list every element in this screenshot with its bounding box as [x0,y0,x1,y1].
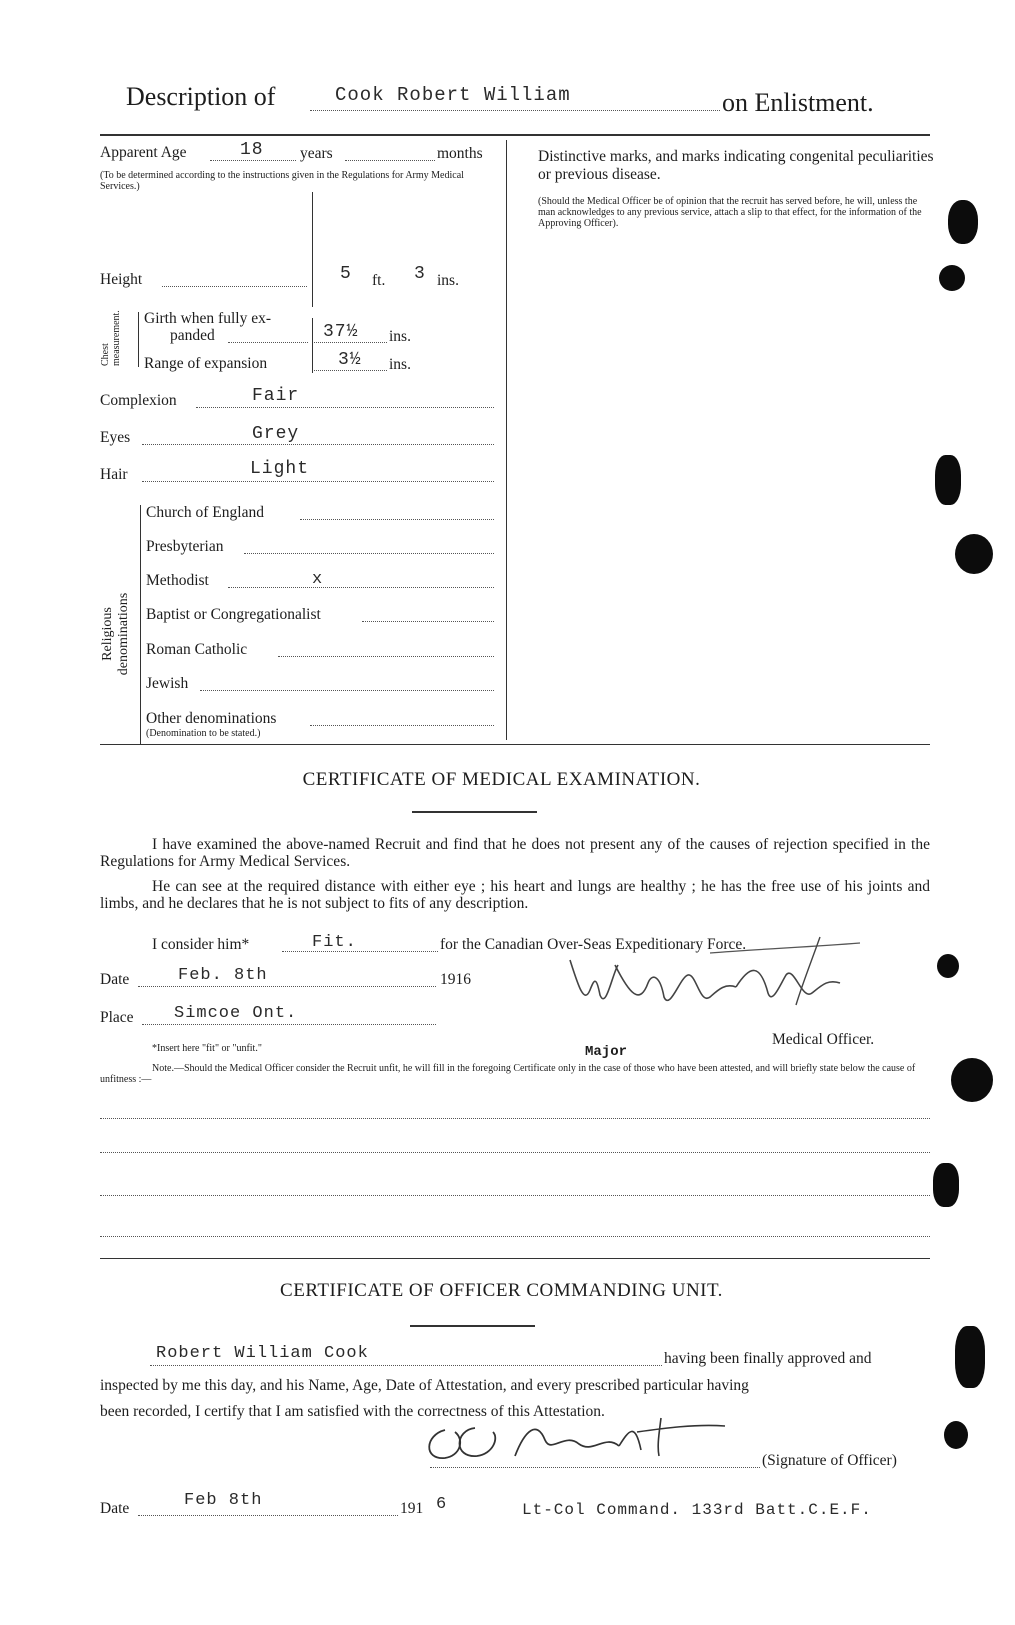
hair-line [142,481,494,482]
medical-date-label: Date [100,971,130,988]
girth-value-line [312,342,387,343]
eyes-value: Grey [252,424,300,444]
section-bottom-rule [100,744,930,745]
signature-label: (Signature of Officer) [762,1452,897,1469]
girth-ins-label: ins. [389,328,411,345]
place-value: Simcoe Ont. [174,1004,298,1023]
religion-brace [140,505,141,745]
signature-line [430,1467,760,1468]
medical-officer-label: Medical Officer. [772,1031,875,1048]
religion-item-line [228,587,494,588]
years-label: years [300,145,333,162]
binder-hole [951,1058,993,1102]
girth-line [228,342,308,343]
header-name-line [310,110,720,111]
header-rule [100,134,930,136]
medical-para2: He can see at the required distance with either eye ; his heart and lungs are healthy ; he has the free use of his joints and limbs, and he declares that he is not subject to fits of any description. [100,878,930,912]
unfitness-line [100,1152,930,1153]
binder-hole [944,1421,968,1449]
unfitness-line [100,1118,930,1119]
commanding-unit: Lt-Col Command. 133rd Batt.C.E.F. [522,1501,872,1519]
binder-hole [955,1326,985,1388]
religion-item-line [278,656,494,657]
unfitness-line [100,1195,930,1196]
complexion-line [196,407,494,408]
medical-date-value: Feb. 8th [178,966,268,985]
range-value: 3½ [338,350,362,370]
column-divider [506,140,507,740]
hair-value: Light [250,459,310,479]
medical-para1: I have examined the above-named Recruit and find that he does not present any of the causes of rejection specified in the Regulations for Army Medical Services. [100,836,930,870]
binder-hole [939,265,965,291]
commanding-date-value: Feb 8th [184,1491,263,1510]
range-label: Range of expansion [144,355,268,372]
commanding-line3: been recorded, I certify that I am satisfied with the correctness of this Attestation. [100,1403,605,1420]
place-line [142,1024,436,1025]
religion-item-label: Presbyterian [146,538,224,555]
medical-officer-signature [560,935,880,1020]
medical-title-rule [412,811,537,813]
girth-label-2: panded [170,327,215,344]
religion-item-label: Other denominations [146,710,277,727]
commanding-officer-signature [415,1410,755,1470]
left-column-divider [312,192,313,307]
binder-hole [935,455,961,505]
complexion-label: Complexion [100,392,177,409]
header-prefix: Description of [126,82,276,111]
height-feet: 5 [340,264,352,284]
consider-suffix: for the Canadian Over-Seas Expeditionary Force. [440,936,747,953]
range-ins-label: ins. [389,356,411,373]
unfitness-line [100,1236,930,1237]
religion-item-line [244,553,494,554]
insert-note: *Insert here "fit" or "unfit." [152,1043,262,1054]
height-inches: 3 [414,264,426,284]
age-note: (To be determined according to the instructions given in the Regulations for Army Medical Services.) [100,170,464,192]
medical-bottom-rule [100,1258,930,1259]
commanding-date-label: Date [100,1500,130,1517]
commanding-date-line [138,1515,398,1516]
binder-hole [933,1163,959,1207]
chest-side-label: Chest measurement. [100,310,122,366]
height-line [162,286,307,287]
height-ins-label: ins. [437,272,459,289]
religion-item-line [200,690,494,691]
commanding-line1-suffix: having been finally approved and [664,1350,872,1367]
commanding-line2: inspected by me this day, and his Name, Age, Date of Attestation, and every prescribed particular having [100,1377,749,1394]
chest-brace [138,312,139,367]
binder-hole [937,954,959,978]
age-label: Apparent Age [100,144,187,161]
hair-label: Hair [100,466,128,483]
religion-item-line [300,519,494,520]
header-suffix: on Enlistment. [722,88,874,117]
height-ft-label: ft. [372,272,386,289]
religion-item-label: Roman Catholic [146,641,248,658]
eyes-label: Eyes [100,429,131,446]
girth-label-1: Girth when fully ex- [144,310,271,327]
medical-date-year: 1916 [440,971,471,988]
range-value-line [312,370,387,371]
commanding-title: CERTIFICATE OF OFFICER COMMANDING UNIT. [280,1280,723,1301]
girth-value: 37½ [323,322,359,342]
religion-mark: x [312,570,324,589]
consider-prefix: I consider him* [152,936,250,953]
eyes-line [142,444,494,445]
height-label: Height [100,271,143,288]
medical-note: Note.—Should the Medical Officer consider the Recruit unfit, he will fill in the foregoing Certificate only in the case of those who have been attested, and will briefly state below the cause of unfitness :— [100,1063,916,1085]
complexion-value: Fair [252,386,300,406]
religion-item-label: Methodist [146,572,209,589]
distinctive-title: Distinctive marks, and marks indicating congenital peculiarities or previous disease. [538,148,934,183]
age-value: 18 [240,140,264,160]
medical-title: CERTIFICATE OF MEDICAL EXAMINATION. [302,769,701,790]
commanding-name-value: Robert William Cook [156,1344,369,1363]
binder-hole [955,534,993,574]
consider-value: Fit. [312,933,357,952]
binder-hole [948,200,978,244]
distinctive-note: (Should the Medical Officer be of opinion that the recruit has served before, he will, unless the man acknowledges to any previous service, attach a slip to that effect, for the information of the Approving Officer). [538,196,922,229]
religion-item-line [310,725,494,726]
commanding-name-line [150,1365,662,1366]
header-name: Cook Robert William [335,84,571,106]
commanding-title-rule [410,1325,535,1327]
religion-item-line [362,621,494,622]
religion-other-note: (Denomination to be stated.) [146,728,261,739]
consider-line [282,951,438,952]
medical-date-line [138,986,436,987]
commanding-year-prefix: 191 [400,1500,424,1517]
months-line [345,160,435,161]
commanding-year-suffix: 6 [436,1495,448,1514]
medical-officer-rank: Major [585,1044,628,1060]
age-line [210,160,296,161]
religion-item-label: Church of England [146,504,264,521]
religion-item-label: Baptist or Congregationalist [146,606,321,623]
religion-item-label: Jewish [146,675,189,692]
place-label: Place [100,1009,134,1026]
months-label: months [437,145,483,162]
religion-side-label: Religious denominations [100,592,131,676]
chest-divider [312,318,313,373]
